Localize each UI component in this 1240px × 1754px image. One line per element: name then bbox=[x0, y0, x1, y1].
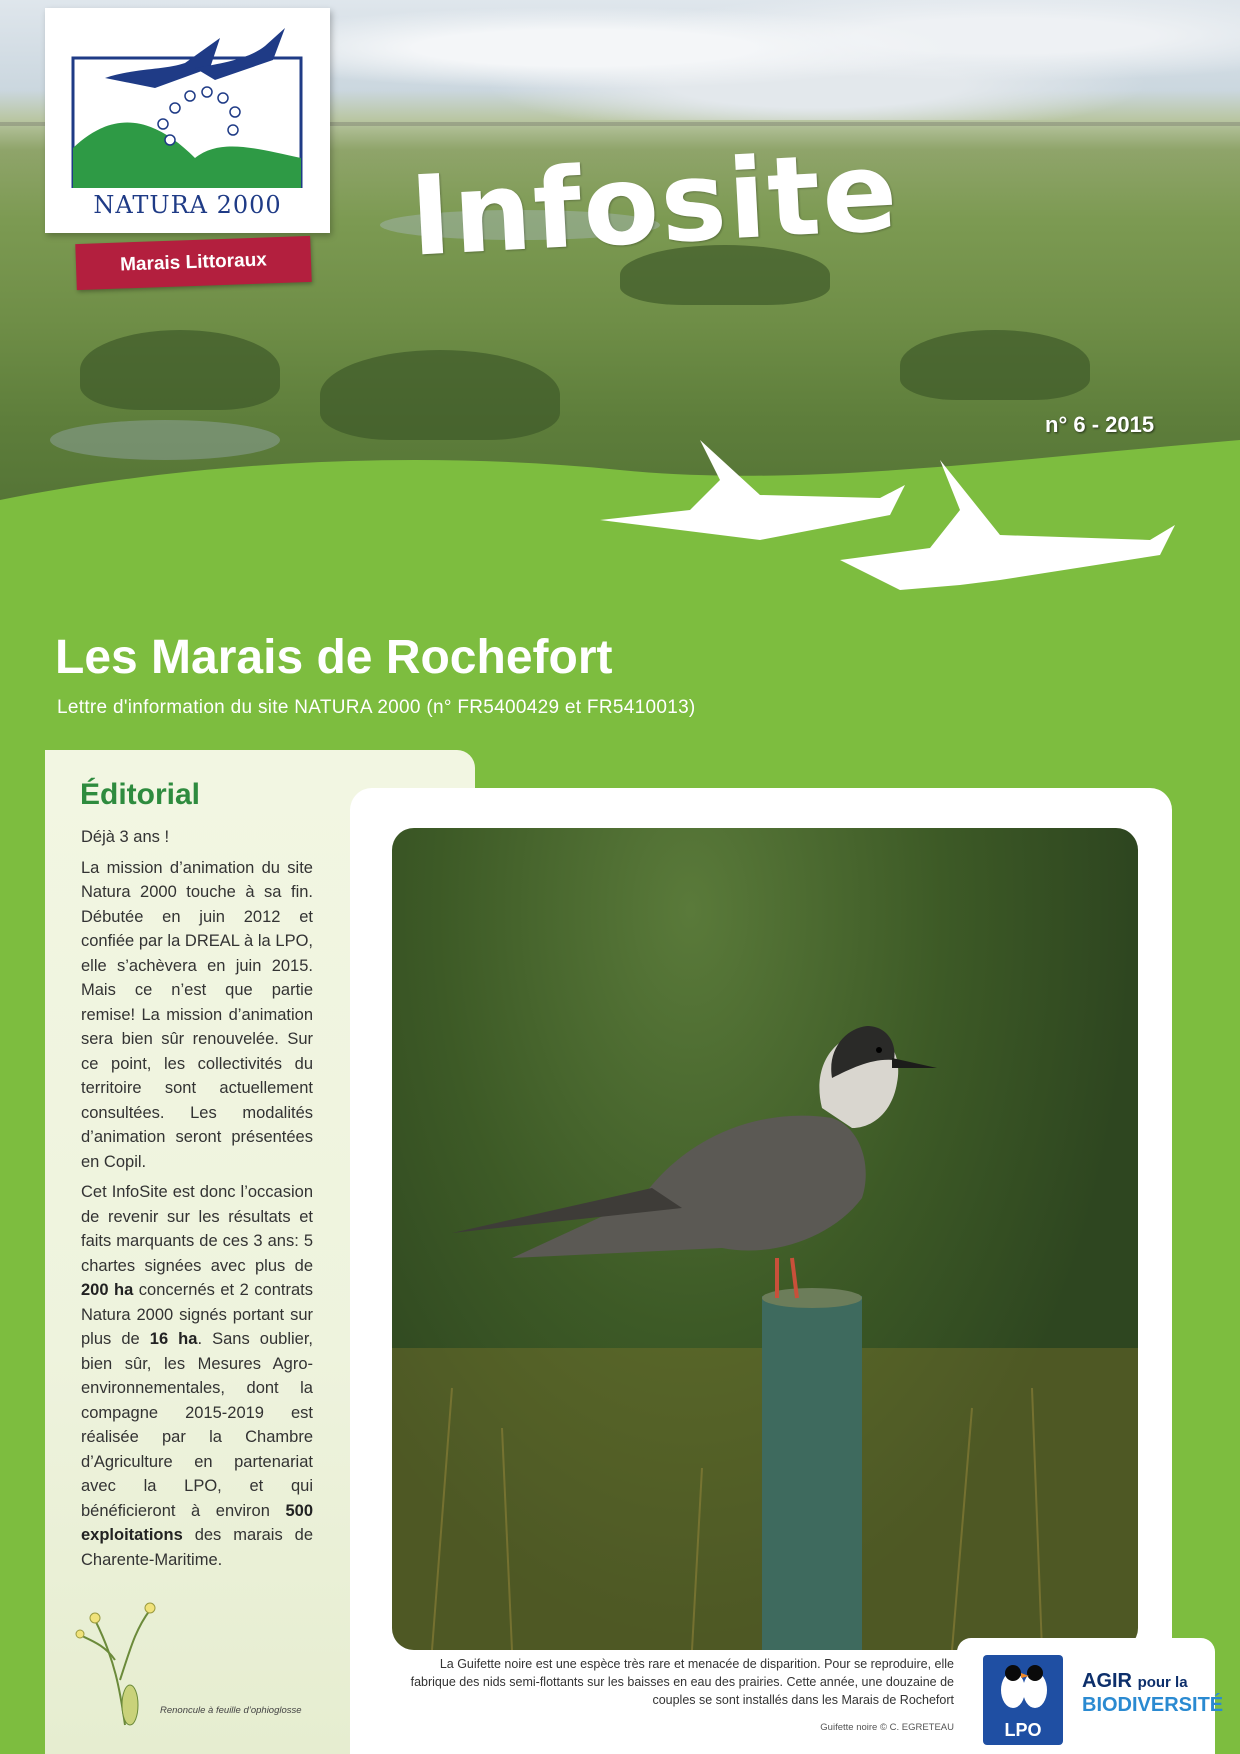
sky bbox=[300, 0, 1240, 120]
page-subtitle: Lettre d'information du site NATURA 2000 (n° FR5400429 et FR5410013) bbox=[57, 697, 696, 718]
natura-2000-label: NATURA 2000 bbox=[93, 191, 282, 219]
page-title: Les Marais de Rochefort bbox=[55, 631, 613, 684]
natura-2000-logo bbox=[45, 8, 330, 233]
editorial-heading: Éditorial bbox=[80, 778, 201, 811]
editorial-text bbox=[81, 825, 313, 1578]
agir-biodiversite-label: AGIR pour la BIODIVERSITÉ bbox=[1082, 1670, 1224, 1716]
grass-tuft bbox=[320, 350, 560, 440]
site-ribbon: Marais Littoraux bbox=[75, 236, 311, 290]
buttercup-plant-illustration bbox=[75, 1590, 165, 1730]
lpo-label: LPO bbox=[1004, 1720, 1042, 1740]
editorial-paragraph: Déjà 3 ans ! bbox=[81, 828, 170, 846]
photo-credit: Guifette noire © C. EGRETEAU bbox=[820, 1722, 954, 1733]
natura-logo-graphic bbox=[45, 8, 330, 188]
grass-tuft bbox=[900, 330, 1090, 400]
editorial-paragraph: Cet InfoSite est donc l’occasion de revenir sur les résultats et faits marquants de ces 3 ans: 5 chartes signées avec plus de 200 ha concernés et 2 contrats Natura 2000 signés portant sur plus de 16 ha. Sans oublier, bien sûr, les Mesures Agro-environnementales, dont la compagne 2015-2019 est réalisée par la Chambre d’Agriculture en partenariat avec la LPO, et qui bénéficieront à environ 500 exploitations des marais de Charente-Maritime. bbox=[81, 1183, 313, 1569]
issue-number: n° 6 - 2015 bbox=[1045, 412, 1155, 437]
masthead-title: Infosite bbox=[406, 127, 903, 281]
grass-tuft bbox=[80, 330, 280, 410]
editorial-paragraph: La mission d’animation du site Natura 2000 touche à sa fin. Débutée en juin 2012 et confiée par la DREAL à la LPO, elle s’achèvera en juin 2015. Mais ce n’est que partie remise! La mission d’animation sera bien sûr renouvelée. Sur ce point, les collectivités du territoire sont actuellement consultées. Les modalités d’animation seront présentées en Copil. bbox=[81, 858, 313, 1171]
puffin-icon bbox=[983, 1655, 1063, 1715]
black-tern-photo bbox=[392, 828, 1138, 1650]
plant-caption: Renoncule à feuille d’ophioglosse bbox=[160, 1705, 302, 1716]
photo-caption: La Guifette noire est une espèce très rare et menacée de disparition. Pour se reproduire, elle fabrique des nids semi-flottants sur les baisses en eau des prairies. Cette année, une douzaine de couples se sont installés dans les Marais de Rochefort bbox=[410, 1657, 954, 1707]
black-tern-illustration bbox=[392, 828, 1138, 1650]
green-wave-with-geese bbox=[0, 440, 1240, 640]
